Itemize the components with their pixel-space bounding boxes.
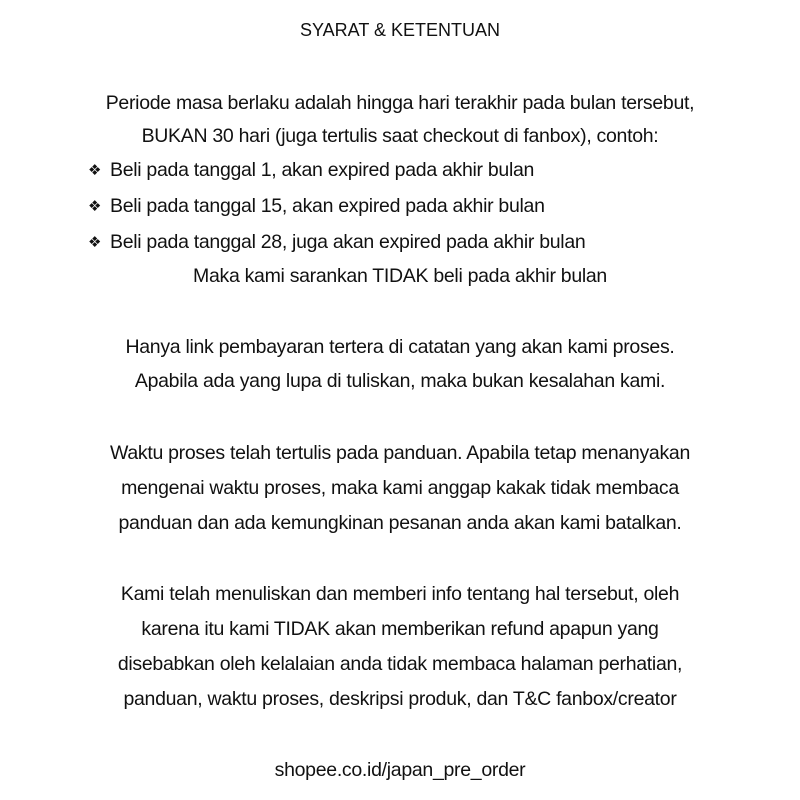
bullet-item bbox=[88, 194, 545, 219]
diamond-bullet-icon: ❖ bbox=[88, 198, 102, 215]
refund-line-4: panduan, waktu proses, deskripsi produk, dan T&C fanbox/creator bbox=[123, 688, 677, 710]
period-line-2: BUKAN 30 hari (juga tertulis saat checkout di fanbox), contoh: bbox=[141, 125, 659, 147]
refund-line-3: disebabkan oleh kelalaian anda tidak membaca halaman perhatian, bbox=[117, 653, 683, 675]
bullet-item bbox=[88, 158, 534, 183]
bullet-item bbox=[88, 230, 585, 255]
bullet-text: Beli pada tanggal 15, akan expired pada akhir bulan bbox=[110, 195, 545, 217]
diamond-bullet-icon: ❖ bbox=[88, 234, 102, 251]
diamond-bullet-icon: ❖ bbox=[88, 162, 102, 179]
payment-line-2: Apabila ada yang lupa di tuliskan, maka bukan kesalahan kami. bbox=[134, 370, 666, 392]
refund-line-1: Kami telah menuliskan dan memberi info tentang hal tersebut, oleh bbox=[120, 583, 680, 605]
shop-url: shopee.co.id/japan_pre_order bbox=[274, 759, 526, 781]
process-line-2: mengenai waktu proses, maka kami anggap kakak tidak membaca bbox=[121, 477, 679, 499]
process-line-1: Waktu proses telah tertulis pada panduan. Apabila tetap menanyakan bbox=[109, 442, 691, 464]
payment-line-1: Hanya link pembayaran tertera di catatan yang akan kami proses. bbox=[125, 336, 675, 358]
period-line-1: Periode masa berlaku adalah hingga hari terakhir pada bulan tersebut, bbox=[105, 92, 695, 114]
refund-line-2: karena itu kami TIDAK akan memberikan refund apapun yang bbox=[141, 618, 659, 640]
page-title: SYARAT & KETENTUAN bbox=[299, 20, 501, 40]
recommendation-line: Maka kami sarankan TIDAK beli pada akhir bulan bbox=[193, 265, 607, 287]
bullet-text: Beli pada tanggal 1, akan expired pada akhir bulan bbox=[110, 159, 535, 181]
process-line-3: panduan dan ada kemungkinan pesanan anda akan kami batalkan. bbox=[118, 512, 682, 534]
bullet-text: Beli pada tanggal 28, juga akan expired pada akhir bulan bbox=[110, 231, 586, 253]
